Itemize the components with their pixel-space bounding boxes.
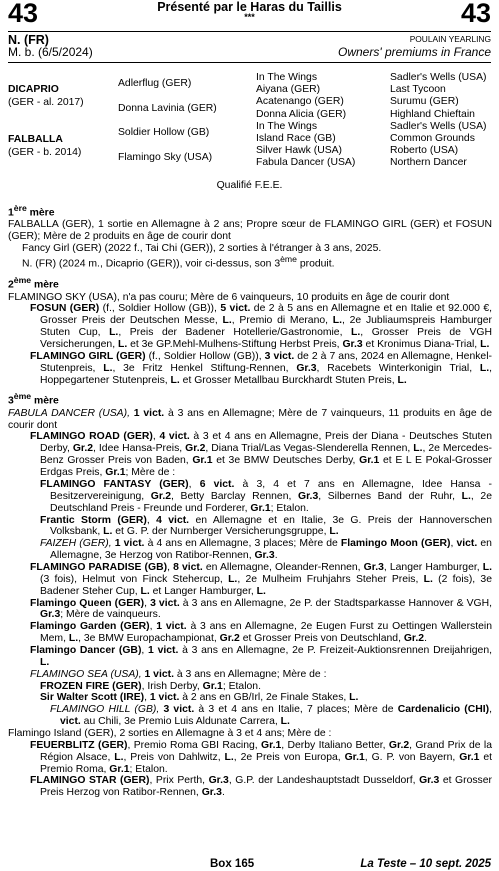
- pedigree-sire: DICAPRIO: [8, 84, 59, 95]
- section3-entry-sir-walter-scott: Sir Walter Scott (IRE), 1 vict. à 2 ans en GB/Irl, 2e Finale Stakes, L.: [40, 692, 359, 704]
- section3-entry-faizeh: FAIZEH (GER), 1 vict. à 4 ans en Allemagne, 3 places; Mère de Flamingo Moon (GER), vict. en Allemagne, 3e Herzog von Ratibor-Rennen, Gr.3.: [40, 538, 492, 562]
- catalogue-body: [8, 204, 492, 799]
- pedigree-gen3-8: Fabula Dancer (USA): [256, 157, 356, 169]
- section2-entry-fosun: FOSUN (GER) (f., Soldier Hollow (GB)), 5 vict. de 2 à 5 ans en Allemagne et en Italie et 92.000 €, Grosser Preis der Deutschen Messe, L., Premio di Merano, L., 2e Jubliaumspreis Hamburger Stuten Cup, L., Preis der Badener Hotellerie/Gastronomie, L., Grosser Preis de VGH Versicherungen, L. et 3e GP.Mehl-Mulhens-Stiftung Herbst Preis, Gr.3 et Kronimus Diana-Trial, L.: [30, 303, 493, 350]
- pedigree-gen3-5: In The Wings: [256, 120, 318, 132]
- pedigree-gen4-7: Roberto (USA): [390, 145, 459, 157]
- pedigree-gen4-1: Sadler's Wells (USA): [390, 72, 487, 83]
- footer-place-date: La Teste – 10 sept. 2025: [360, 858, 491, 870]
- horse-name: N. (FR): [8, 33, 49, 47]
- section3-entry-flamingo-hill: FLAMINGO HILL (GB), 3 vict. à 3 et 4 ans en Italie, 7 places; Mère de Cardenalicio (CHI), vict. au Chili, 3e Premio Luis Aldunate Carrera, L.: [50, 704, 492, 728]
- section1-produce-2: N. (FR) (2024 m., Dicaprio (GER)), voir ci-dessus, son 3ème produit.: [22, 253, 335, 270]
- section3-entry-flamingo-queen: Flamingo Queen (GER), 3 vict. à 3 ans en Allemagne, 2e P. der Stadtsparkasse Hannover & VGH, Gr.3; Mère de vainqueurs.: [30, 597, 492, 621]
- pedigree-gen4-8: Northern Dancer: [390, 157, 467, 169]
- pedigree-gen3-4: Donna Alicia (GER): [256, 108, 347, 120]
- owner-premiums-note: Owners' premiums in France: [338, 45, 491, 59]
- horse-description: M. b. (6/5/2024): [8, 45, 93, 59]
- pedigree-gen3-6: Island Race (GB): [256, 133, 336, 144]
- pedigree-gen4-4: Highland Chieftain: [390, 108, 475, 120]
- pedigree-table: [8, 72, 492, 172]
- horse-rule: [8, 62, 491, 63]
- qualification-note: Qualifié F.E.E.: [216, 180, 283, 191]
- section1-dam-line: FALBALLA (GER), 1 sortie en Allemagne à 2 ans; Propre sœur de FLAMINGO GIRL (GER) et FOSUN (GER); Mère de 2 produits en âge de courir dont: [8, 219, 492, 243]
- section-title-2: 2ème mère: [8, 275, 59, 291]
- pedigree-gen4-3: Surumu (GER): [390, 96, 459, 108]
- pedigree-gen2-4: Flamingo Sky (USA): [118, 152, 213, 163]
- section3-entry-frantic-storm: Frantic Storm (GER), 4 vict. en Allemagne et en Italie, 3e G. Preis der Hannoverschen Volksbank, L. et G. P. der Nurnberger Versicherungsgruppe, L.: [40, 514, 492, 538]
- section3-entry-flamingo-star: FLAMINGO STAR (GER), Prix Perth, Gr.3, G.P. der Landeshauptstadt Dusseldorf, Gr.3 et Grosser Preis Herzog von Ratibor-Rennen, Gr.3.: [30, 775, 492, 799]
- section2-entry-flamingo-girl: FLAMINGO GIRL (GER) (f., Soldier Hollow (GB)), 3 vict. de 2 à 7 ans, 2024 en Allemagne, Henkel-Stutenpreis, L., 3e Fritz Henkel Stiftung-Rennen, Gr.3, Racebets Winterkonigin Trial, L., Hoppegartener Stutenpreis, L. et Grosser Metallbau Burckhardt Stuten Preis, L.: [30, 350, 493, 386]
- lot-number-left: 43: [8, 0, 39, 28]
- section3-entry-flamingo-dancer: Flamingo Dancer (GB), 1 vict. à 3 ans en Allemagne, 2e P. Freizeit-Auktionsrennen Dreijahrigen, L.: [30, 644, 492, 668]
- pedigree-gen3-1: In The Wings: [256, 72, 318, 83]
- footer-box: Box 165: [210, 858, 255, 870]
- section2-intro: FLAMINGO SKY (USA), n'a pas couru; Mère de 6 vainqueurs, 10 produits en âge de courir dont: [8, 291, 450, 303]
- section1-produce-1: Fancy Girl (GER) (2022 f., Tai Chi (GER)), 2 sorties à l'étranger à 3 ans, 2025.: [22, 243, 382, 255]
- pedigree-gen2-1: Adlerflug (GER): [118, 78, 192, 89]
- horse-tag: POULAIN YEARLING: [409, 34, 491, 44]
- header-rule: [8, 31, 491, 32]
- consignor-stars: ***: [244, 12, 255, 22]
- pedigree-gen3-2: Aiyana (GER): [256, 84, 321, 96]
- section-title-1: 1ère mère: [8, 203, 55, 219]
- section3-entry-feuerblitz: FEUERBLITZ (GER), Premio Roma GBI Racing, Gr.1, Derby Italiano Better, Gr.2, Grand Prix de la Région Alsace, L., Preis von Dahlwitz, L., 2e Preis von Europa, Gr.1, G. P. von Bayern, Gr.1 et Premio Roma, Gr.1; Etalon.: [30, 739, 492, 775]
- pedigree-gen3-7: Silver Hawk (USA): [256, 145, 343, 157]
- pedigree-dam-info: (GER - b. 2014): [8, 147, 82, 158]
- section3-entry-flamingo-sea: FLAMINGO SEA (USA), 1 vict. à 3 ans en Allemagne; Mère de :: [30, 668, 327, 680]
- pedigree-gen4-2: Last Tycoon: [390, 84, 446, 96]
- pedigree-gen2-3: Soldier Hollow (GB): [118, 127, 210, 138]
- section-title-3: 3ème mère: [8, 391, 59, 407]
- section3-intro: FABULA DANCER (USA), 1 vict. à 3 ans en Allemagne; Mère de 7 vainqueurs, 11 produits en âge de courir dont: [8, 407, 492, 431]
- pedigree-sire-info: (GER - al. 2017): [8, 97, 84, 108]
- pedigree-gen3-3: Acatenango (GER): [256, 96, 344, 108]
- pedigree-gen4-6: Common Grounds: [390, 133, 475, 144]
- lot-number-right: 43: [460, 0, 491, 28]
- pedigree-gen2-2: Donna Lavinia (GER): [118, 103, 217, 114]
- section3-entry-frozen-fire: FROZEN FIRE (GER), Irish Derby, Gr.1; Etalon.: [40, 680, 261, 692]
- pedigree-dam: FALBALLA: [8, 134, 63, 145]
- section3-entry-flamingo-island: Flamingo Island (GER), 2 sorties en Allemagne à 3 et 4 ans; Mère de :: [8, 727, 332, 739]
- section3-entry-flamingo-road: FLAMINGO ROAD (GER), 4 vict. à 3 et 4 ans en Allemagne, Preis der Diana - Deutsches Stuten Derby, Gr.2, Idee Hansa-Preis, Gr.2, Diana Trial/Las Vegas-Slenderella Rennen, L., 2e Mercedes-Benz Grosser Preis von Baden, Gr.1 et 3e BMW Deutsches Derby, Gr.1 et E L E Pokal-Grosser Erdgas Preis, Gr.1; Mère de :: [30, 431, 492, 479]
- section3-entry-flamingo-paradise: FLAMINGO PARADISE (GB), 8 vict. en Allemagne, Oleander-Rennen, Gr.3, Langer Hamburger, L. (3 fois), Helmut von Finck Stehercup, L., 2e Mulheim Fruhjahrs Steher Preis, L. (2 fois), 3e Badener Steher Cup, L. et Langer Hamburger, L.: [30, 561, 492, 597]
- consignor-title: Présenté par le Haras du Taillis: [157, 0, 342, 14]
- section3-entry-flamingo-garden: Flamingo Garden (GER), 1 vict. à 3 ans en Allemagne, 2e Eugen Furst zu Oettingen Wallerstein Mem, L., 3e BMW Europachampionat, Gr.2 et Grosser Preis von Deutschland, Gr.2.: [30, 621, 492, 645]
- section3-entry-flamingo-fantasy: FLAMINGO FANTASY (GER), 6 vict. à 3, 4 et 7 ans en Allemagne, Idee Hansa - Besitzervereinigung, Gr.2, Betty Barclay Rennen, Gr.3, Silbernes Band der Ruhr, L., 2e Deutschland Preis - Freunde und Forderer, Gr.1; Etalon.: [40, 478, 492, 514]
- pedigree-gen4-5: Sadler's Wells (USA): [390, 120, 487, 132]
